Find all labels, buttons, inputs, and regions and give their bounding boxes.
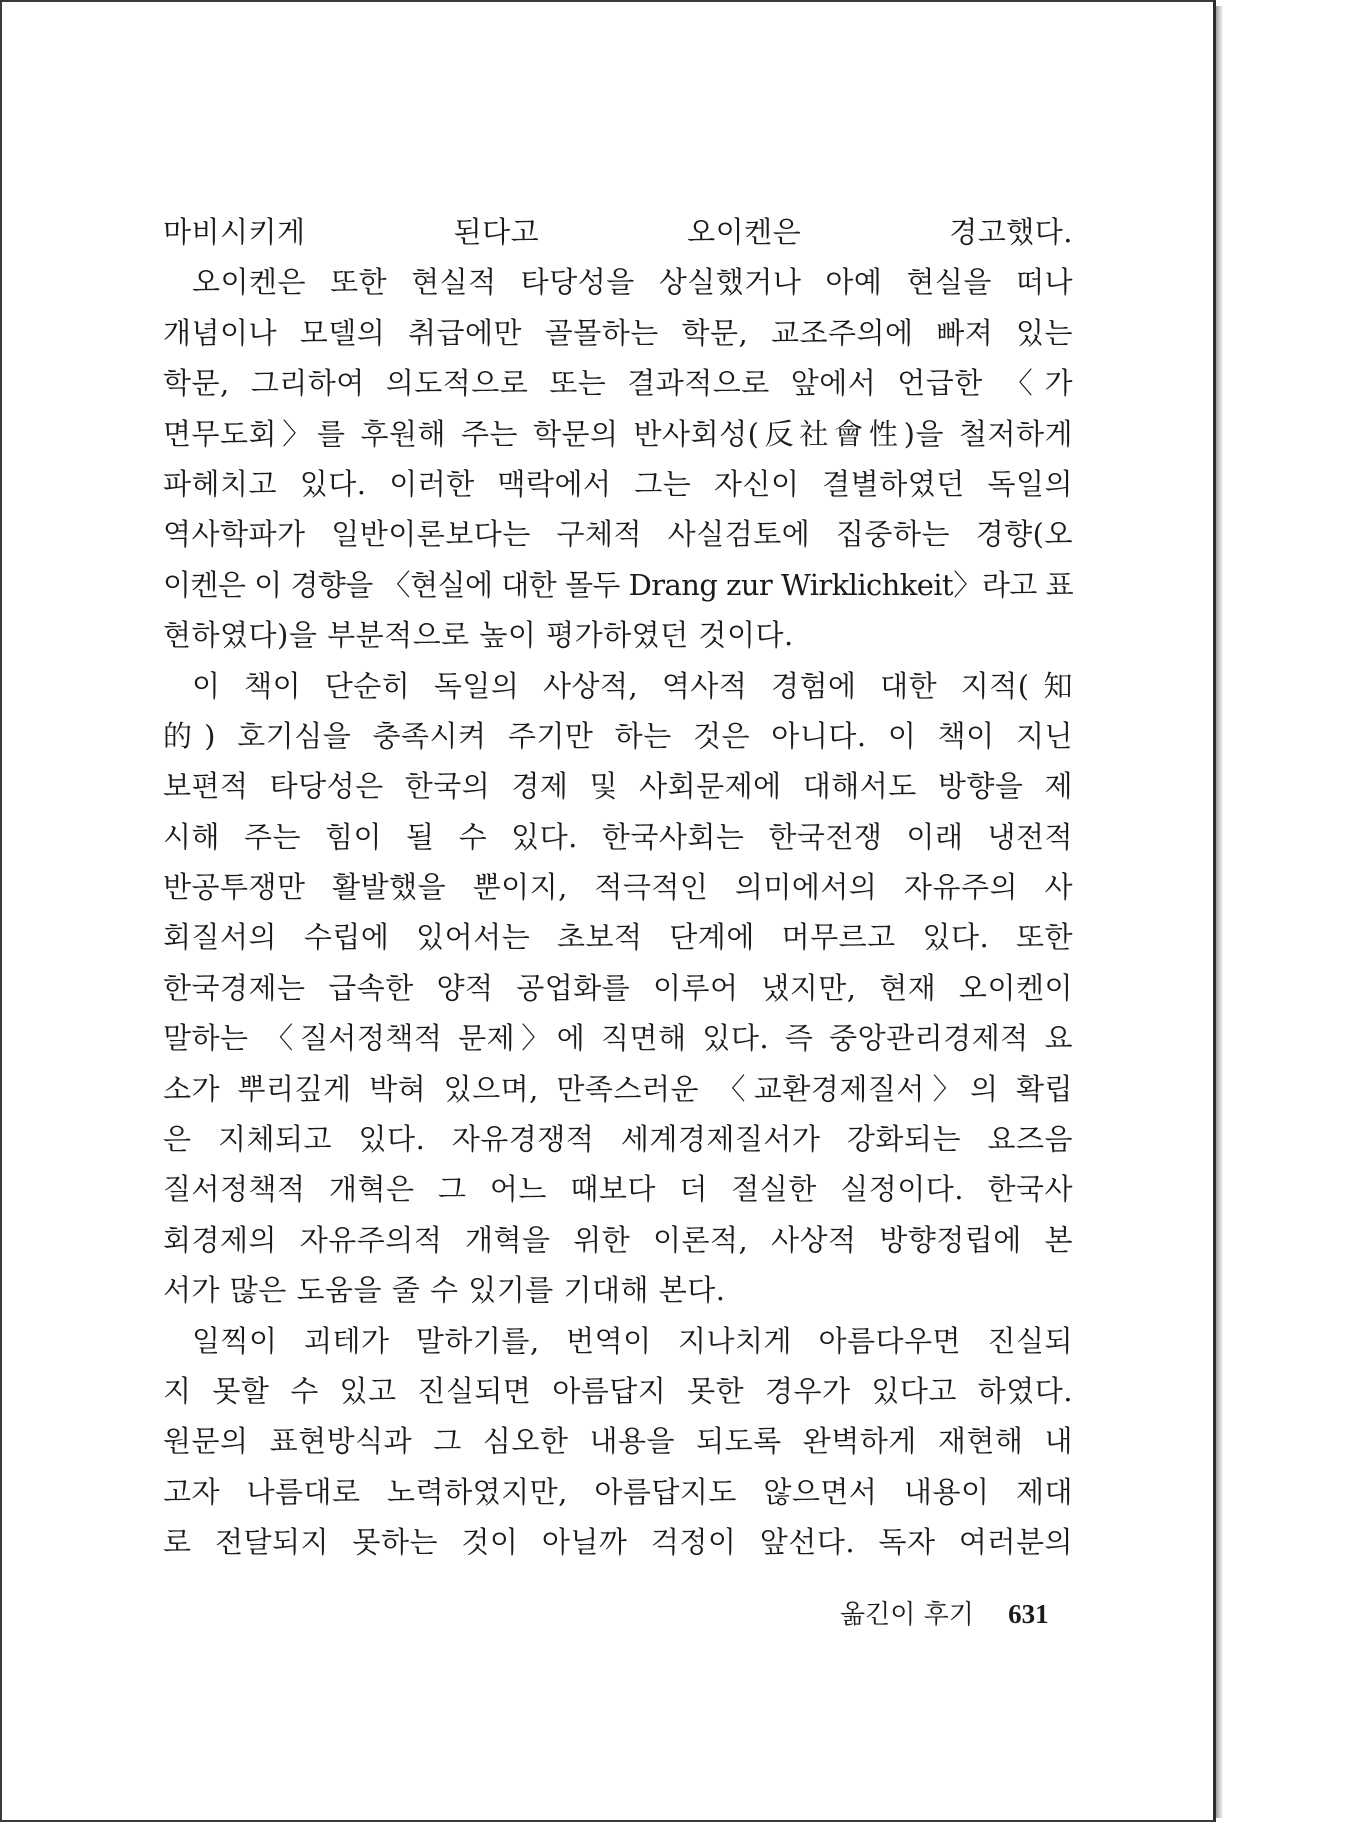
text-line: 한국경제는 급속한 양적 공업화를 이루어 냈지만, 현재 오이켄이 <box>163 970 1073 1005</box>
page-number: 631 <box>1008 1599 1049 1629</box>
text-line: 이 책이 단순히 독일의 사상적, 역사적 경험에 대한 지적(知 <box>192 668 1073 703</box>
text-line: 的) 호기심을 충족시켜 주기만 하는 것은 아니다. 이 책이 지닌 <box>163 718 1073 753</box>
text-line: 로 전달되지 못하는 것이 아닐까 걱정이 앞선다. 독자 여러분의 <box>163 1525 1073 1560</box>
text-line: 반공투쟁만 활발했을 뿐이지, 적극적인 의미에서의 자유주의 사 <box>163 870 1073 905</box>
text-line: 마비시키게 된다고 오이켄은 경고했다. <box>163 215 1073 249</box>
text-line: 보편적 타당성은 한국의 경제 및 사회문제에 대해서도 방향을 제 <box>163 769 1073 804</box>
text-line: 원문의 표현방식과 그 심오한 내용을 되도록 완벽하게 재현해 내 <box>163 1424 1073 1459</box>
text-line: 시해 주는 힘이 될 수 있다. 한국사회는 한국전쟁 이래 냉전적 <box>163 819 1073 854</box>
body-text <box>163 207 1073 1568</box>
text-line: 회질서의 수립에 있어서는 초보적 단계에 머무르고 있다. 또한 <box>163 920 1073 955</box>
text-line: 오이켄은 또한 현실적 타당성을 상실했거나 아예 현실을 떠나 <box>192 265 1073 300</box>
text-line: 학문, 그리하여 의도적으로 또는 결과적으로 앞에서 언급한 〈가 <box>163 366 1073 401</box>
text-line: 현하였다)을 부분적으로 높이 평가하였던 것이다. <box>163 618 794 653</box>
text-line: 은 지체되고 있다. 자유경쟁적 세계경제질서가 강화되는 요즈음 <box>163 1122 1073 1157</box>
text-line: 말하는 〈질서정책적 문제〉에 직면해 있다. 즉 중앙관리경제적 요 <box>163 1021 1073 1056</box>
text-line: 면무도회〉를 후원해 주는 학문의 반사회성(反社會性)을 철저하게 <box>163 416 1073 451</box>
text-line: 지 못할 수 있고 진실되면 아름답지 못한 경우가 있다고 하였다. <box>163 1373 1073 1408</box>
text-line: 이켄은 이 경향을 〈현실에 대한 몰두 Drang zur Wirklichkeit〉라고 표 <box>163 567 1073 602</box>
text-line: 고자 나름대로 노력하였지만, 아름답지도 않으면서 내용이 제대 <box>163 1474 1073 1509</box>
text-line: 개념이나 모델의 취급에만 골몰하는 학문, 교조주의에 빠져 있는 <box>163 315 1073 350</box>
text-line: 질서정책적 개혁은 그 어느 때보다 더 절실한 실정이다. 한국사 <box>163 1172 1073 1207</box>
page-footer <box>840 1596 1049 1632</box>
text-line: 역사학파가 일반이론보다는 구체적 사실검토에 집중하는 경향(오 <box>163 517 1073 552</box>
running-head: 옮긴이 후기 <box>840 1600 974 1630</box>
text-line: 회경제의 자유주의적 개혁을 위한 이론적, 사상적 방향정립에 본 <box>163 1222 1073 1257</box>
text-line: 일찍이 괴테가 말하기를, 번역이 지나치게 아름다우면 진실되 <box>192 1323 1073 1358</box>
text-line: 소가 뿌리깊게 박혀 있으며, 만족스러운 〈교환경제질서〉의 확립 <box>163 1071 1073 1106</box>
text-line: 파헤치고 있다. 이러한 맥락에서 그는 자신이 결별하였던 독일의 <box>163 466 1073 501</box>
text-line: 서가 많은 도움을 줄 수 있기를 기대해 본다. <box>163 1273 726 1308</box>
page-edge-shadow <box>1216 6 1223 1818</box>
